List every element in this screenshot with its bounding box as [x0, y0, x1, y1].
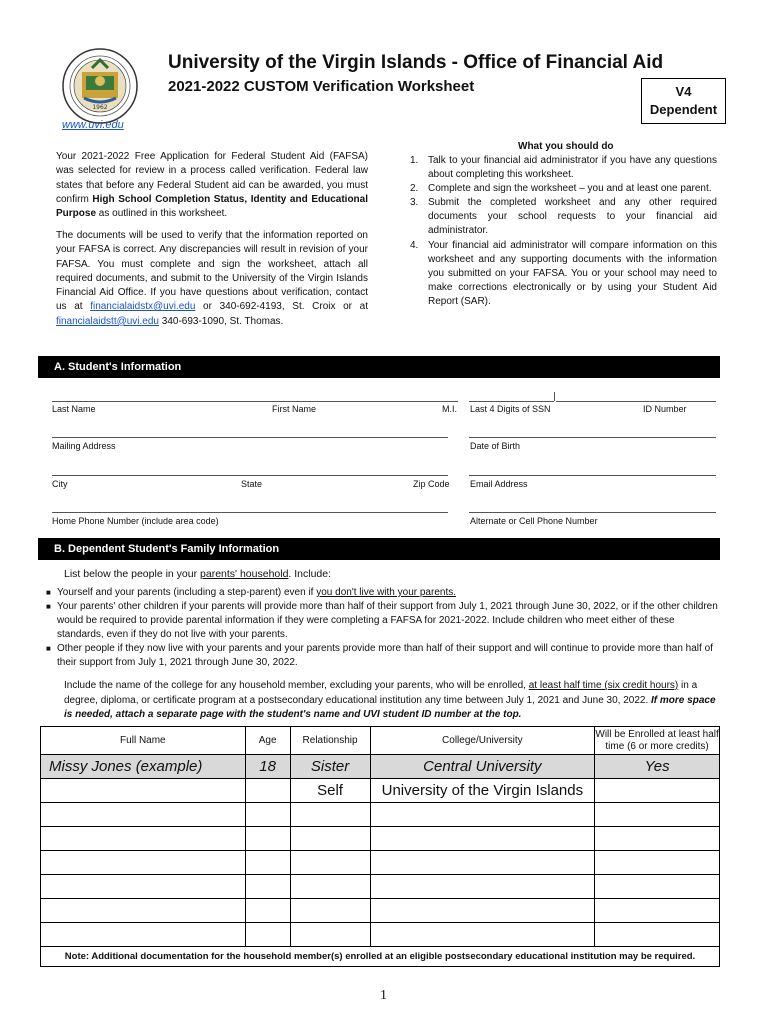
- version-box: [641, 78, 726, 124]
- table-cell[interactable]: [245, 851, 290, 875]
- email-label: Email Address: [470, 479, 528, 489]
- table-cell[interactable]: [245, 803, 290, 827]
- first-name-label: First Name: [272, 404, 317, 414]
- col-college: College/University: [370, 727, 595, 755]
- table-cell: Self: [290, 779, 370, 803]
- section-a-header: A. Student's Information: [38, 356, 720, 378]
- table-cell[interactable]: [370, 803, 595, 827]
- list-item: ■ Your parents' other children if your parents will provide more than half of their support from July 1, 2021 through June 30, 2022, or if the other children would be required to provide parental information if they were completing a FAFSA for 2021-2022. Include children who meet either of these standards, even if they do not live with your parents.: [46, 601, 718, 640]
- what-to-do-list: [410, 154, 717, 309]
- table-row: [41, 803, 720, 827]
- table-cell[interactable]: [41, 875, 246, 899]
- table-cell[interactable]: [41, 923, 246, 947]
- col-full-name: Full Name: [41, 727, 246, 755]
- col-age: Age: [245, 727, 290, 755]
- ssn-input[interactable]: [469, 401, 554, 402]
- ssn-divider: [554, 392, 555, 401]
- id-number-input[interactable]: [556, 401, 716, 402]
- dependency-label: Dependent: [649, 102, 718, 117]
- table-cell[interactable]: [595, 803, 720, 827]
- email-stt-link[interactable]: financialaidstt@uvi.edu: [56, 315, 159, 327]
- table-row-example: [41, 755, 720, 779]
- list-item: 3. Submit the completed worksheet and any other required documents your school requests to your financial aid administrator.: [410, 197, 717, 237]
- table-cell[interactable]: [41, 851, 246, 875]
- table-cell[interactable]: [41, 803, 246, 827]
- table-row: [41, 851, 720, 875]
- college-instructions: Include the name of the college for any household member, excluding your parents, who will be enrolled, at least half time (six credit hours) in a degree, diploma, or certificate program at a postsecondary educational institution any time between July 1, 2021 and June 30, 2022. If more space is needed, attach a separate page with the student's name and UVI student ID number at the top.: [64, 680, 716, 721]
- table-cell[interactable]: [595, 875, 720, 899]
- household-criteria-list: [46, 586, 718, 670]
- mailing-address-label: Mailing Address: [52, 441, 116, 451]
- table-cell: Yes: [595, 755, 720, 779]
- dob-input[interactable]: [469, 437, 716, 438]
- table-cell[interactable]: [290, 899, 370, 923]
- table-row: [41, 779, 720, 803]
- table-note-row: [41, 947, 720, 967]
- id-number-label: ID Number: [643, 404, 687, 414]
- page-title: University of the Virgin Islands - Office of Financial Aid: [168, 52, 664, 73]
- what-to-do-heading: What you should do: [518, 141, 614, 152]
- table-cell[interactable]: [595, 851, 720, 875]
- city-state-zip-input[interactable]: [52, 475, 448, 476]
- table-cell[interactable]: [41, 827, 246, 851]
- mi-label: M.I.: [442, 404, 457, 414]
- table-cell[interactable]: [245, 779, 290, 803]
- dob-label: Date of Birth: [470, 441, 521, 451]
- table-cell: Sister: [290, 755, 370, 779]
- list-item: ■ Other people if they now live with your parents and your parents provide more than half of their support and will continue to provide more than half of their support from July 1, 2021 through June 30, 2022.: [46, 643, 713, 668]
- table-cell[interactable]: [290, 923, 370, 947]
- email-stx-link[interactable]: financialaidstx@uvi.edu: [90, 301, 196, 313]
- alt-phone-input[interactable]: [469, 512, 716, 513]
- table-cell: 18: [245, 755, 290, 779]
- table-cell[interactable]: [245, 923, 290, 947]
- university-seal: [62, 48, 138, 124]
- zip-label: Zip Code: [413, 479, 450, 489]
- table-cell[interactable]: [290, 851, 370, 875]
- table-cell[interactable]: [41, 899, 246, 923]
- table-note: Note: Additional documentation for the household member(s) enrolled at an eligible postsecondary educational institution may be required.: [41, 947, 720, 967]
- ssn-label: Last 4 Digits of SSN: [470, 404, 551, 414]
- email-input[interactable]: [469, 475, 716, 476]
- table-header-row: [41, 727, 720, 755]
- table-cell[interactable]: [370, 851, 595, 875]
- table-cell[interactable]: [290, 827, 370, 851]
- page-number: 1: [380, 988, 387, 1003]
- list-item: 4. Your financial aid administrator will compare information on this worksheet and any supporting documents with the information you submitted on your FAFSA. You or your school may need to make corrections electronically or by using your Student Aid Report (SAR).: [410, 239, 717, 307]
- col-relationship: Relationship: [290, 727, 370, 755]
- city-label: City: [52, 479, 68, 489]
- intro-paragraph-1: Your 2021-2022 Free Application for Federal Student Aid (FAFSA) was selected for review in a process called verification. Federal law states that before any Federal Student aid can be awarded, you must confirm High School Completion Status, Identity and Educational Purpose as outlined in this worksheet.: [56, 151, 368, 220]
- home-phone-label: Home Phone Number (include area code): [52, 516, 219, 526]
- home-phone-input[interactable]: [52, 512, 448, 513]
- table-cell[interactable]: [290, 803, 370, 827]
- worksheet-subtitle: 2021-2022 CUSTOM Verification Worksheet: [168, 78, 475, 95]
- table-cell[interactable]: [245, 899, 290, 923]
- col-enrolled: Will be Enrolled at least half time (6 or more credits): [595, 727, 720, 755]
- household-intro: List below the people in your parents' household. Include:: [64, 568, 332, 580]
- seal-year: 1962: [92, 104, 108, 111]
- list-item: ■ Yourself and your parents (including a step-parent) even if you don't live with your parents.: [46, 587, 456, 598]
- table-cell[interactable]: [595, 827, 720, 851]
- list-item: 2. Complete and sign the worksheet – you and at least one parent.: [410, 183, 712, 195]
- table-cell: Central University: [370, 755, 595, 779]
- table-cell[interactable]: [595, 779, 720, 803]
- table-row: [41, 827, 720, 851]
- website-link[interactable]: www.uvi.edu: [62, 119, 124, 131]
- table-cell[interactable]: [290, 875, 370, 899]
- alt-phone-label: Alternate or Cell Phone Number: [470, 516, 598, 526]
- table-row: [41, 875, 720, 899]
- household-table: [40, 726, 720, 967]
- list-item: 1. Talk to your financial aid administrator if you have any questions about completing this worksheet.: [410, 155, 717, 181]
- table-row: [41, 923, 720, 947]
- table-cell: University of the Virgin Islands: [370, 779, 595, 803]
- table-cell[interactable]: [595, 899, 720, 923]
- intro-paragraph-2: The documents will be used to verify that the information reported on your FAFSA is correct. Any discrepancies will result in revision of your FAFSA. You must complete and sign the worksheet, attach all required documents, and submit to the University of the Virgin Islands Financial Aid Office. If you have questions about verification, contact us at financialaidstx@uvi.edu or 340-692-4193, St. Croix or at financialaidstt@uvi.edu 340-693-1090, St. Thomas.: [56, 230, 368, 327]
- section-b-header: B. Dependent Student's Family Information: [38, 538, 720, 560]
- table-cell[interactable]: [370, 899, 595, 923]
- table-cell[interactable]: [595, 923, 720, 947]
- table-cell: Missy Jones (example): [41, 755, 246, 779]
- table-cell[interactable]: [370, 827, 595, 851]
- table-cell[interactable]: [370, 875, 595, 899]
- table-row: [41, 899, 720, 923]
- version-label: V4: [675, 84, 692, 99]
- table-cell[interactable]: [245, 827, 290, 851]
- state-label: State: [241, 479, 263, 489]
- table-cell[interactable]: [245, 875, 290, 899]
- table-cell[interactable]: [370, 923, 595, 947]
- table-cell[interactable]: [41, 779, 246, 803]
- last-first-mi-input[interactable]: [52, 401, 458, 402]
- last-name-label: Last Name: [52, 404, 96, 414]
- mailing-address-input[interactable]: [52, 437, 448, 438]
